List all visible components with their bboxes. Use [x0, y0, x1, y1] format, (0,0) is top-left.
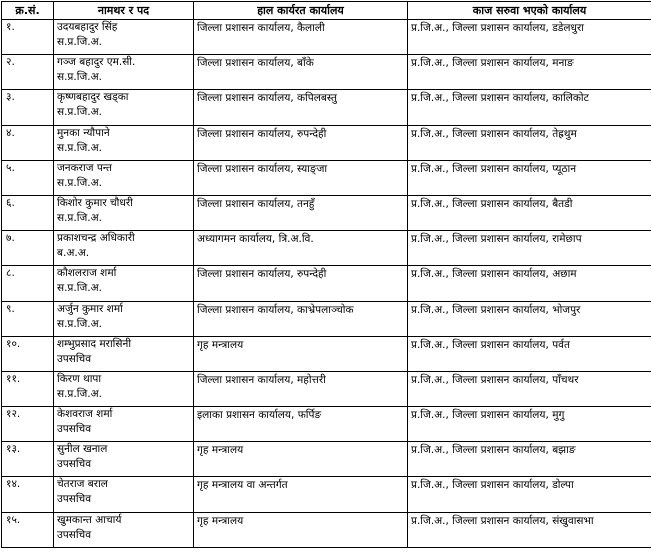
- table-row: [2, 125, 652, 160]
- name-cell: [54, 55, 194, 90]
- assigned-office: प्र.जि.अ., जिल्ला प्रशासन कार्यालय, मुगु: [408, 407, 652, 442]
- serial-number: १४.: [2, 477, 54, 512]
- officer-name: किशोर कुमार चौधरी: [57, 196, 133, 209]
- assigned-office: प्र.जि.अ., जिल्ला प्रशासन कार्यालय, अछाम: [408, 266, 652, 301]
- officer-name: अर्जुन कुमार शर्मा: [57, 302, 123, 315]
- name-cell: [54, 442, 194, 477]
- officer-designation: स.प्र.जि.अ.: [57, 317, 102, 330]
- officer-designation: उपसचिव: [57, 423, 92, 436]
- officer-name: गञ्ज बहादुर एम.सी.: [57, 56, 136, 69]
- table-body: [2, 20, 652, 548]
- name-cell: [54, 195, 194, 230]
- name-cell: [54, 336, 194, 371]
- assigned-office: प्र.जि.अ., जिल्ला प्रशासन कार्यालय, भोजपुर: [408, 301, 652, 336]
- table-row: [2, 301, 652, 336]
- serial-number: १५.: [2, 512, 54, 547]
- officer-name: कौशलराज शर्मा: [57, 267, 117, 280]
- name-cell: [54, 20, 194, 55]
- transfer-list-document: [1, 1, 651, 557]
- table-row: [2, 266, 652, 301]
- officer-designation: स.प्र.जि.अ.: [57, 282, 102, 295]
- assigned-office: प्र.जि.अ., जिल्ला प्रशासन कार्यालय, पाँचथर: [408, 371, 652, 406]
- table-row: [2, 195, 652, 230]
- table-row: [2, 407, 652, 442]
- serial-number: ३.: [2, 90, 54, 125]
- serial-number: १०.: [2, 336, 54, 371]
- name-cell: [54, 231, 194, 266]
- officer-name: शम्भुप्रसाद मरासिनी: [57, 337, 132, 350]
- table-row: [2, 477, 652, 512]
- table-row: [2, 231, 652, 266]
- officer-designation: स.प्र.जि.अ.: [57, 141, 102, 154]
- table-row: [2, 160, 652, 195]
- current-office: जिल्ला प्रशासन कार्यालय, कैलाली: [194, 20, 408, 55]
- current-office: गृह मन्त्रालय वा अन्तर्गत: [194, 477, 408, 512]
- serial-number: ५.: [2, 160, 54, 195]
- officer-name: जनकराज पन्त: [57, 161, 113, 174]
- assigned-office: प्र.जि.अ., जिल्ला प्रशासन कार्यालय, मनाङ: [408, 55, 652, 90]
- officer-name: किरण थापा: [57, 372, 102, 385]
- serial-number: १.: [2, 20, 54, 55]
- transfer-table: [1, 1, 651, 548]
- assigned-office: प्र.जि.अ., जिल्ला प्रशासन कार्यालय, रामेछाप: [408, 231, 652, 266]
- officer-name: खुमकान्त आचार्य: [57, 513, 122, 526]
- officer-designation: स.प्र.जि.अ.: [57, 387, 102, 400]
- serial-number: ८.: [2, 266, 54, 301]
- officer-designation: उपसचिव: [57, 493, 92, 506]
- name-cell: [54, 407, 194, 442]
- serial-number: ९.: [2, 301, 54, 336]
- assigned-office: प्र.जि.अ., जिल्ला प्रशासन कार्यालय, कालिकोट: [408, 90, 652, 125]
- serial-number: १२.: [2, 407, 54, 442]
- name-cell: [54, 477, 194, 512]
- current-office: गृह मन्त्रालय: [194, 336, 408, 371]
- name-cell: [54, 266, 194, 301]
- officer-name: उदयबहादुर सिंह: [57, 21, 118, 33]
- header-name-designation: नामथर र पद: [54, 2, 194, 20]
- table-row: [2, 512, 652, 547]
- assigned-office: प्र.जि.अ., जिल्ला प्रशासन कार्यालय, बझाङ: [408, 442, 652, 477]
- table-row: [2, 55, 652, 90]
- officer-designation: स.प्र.जि.अ.: [57, 176, 102, 189]
- name-cell: [54, 371, 194, 406]
- assigned-office: प्र.जि.अ., जिल्ला प्रशासन कार्यालय, डडेलधुरा: [408, 20, 652, 55]
- name-cell: [54, 90, 194, 125]
- current-office: जिल्ला प्रशासन कार्यालय, महोत्तरी: [194, 371, 408, 406]
- officer-designation: उपसचिव: [57, 458, 92, 471]
- assigned-office: प्र.जि.अ., जिल्ला प्रशासन कार्यालय, पर्वत: [408, 336, 652, 371]
- table-row: [2, 20, 652, 55]
- table-row: [2, 442, 652, 477]
- current-office: इलाका प्रशासन कार्यालय, फर्पिङ: [194, 407, 408, 442]
- current-office: अध्यागमन कार्यालय, त्रि.अ.वि.: [194, 231, 408, 266]
- officer-name: प्रकाशचन्द्र अधिकारी: [57, 232, 135, 245]
- officer-name: केशवराज शर्मा: [57, 408, 113, 421]
- serial-number: ११.: [2, 371, 54, 406]
- current-office: जिल्ला प्रशासन कार्यालय, रुपन्देही: [194, 266, 408, 301]
- assigned-office: प्र.जि.अ., जिल्ला प्रशासन कार्यालय, डोल्पा: [408, 477, 652, 512]
- name-cell: [54, 512, 194, 547]
- current-office: जिल्ला प्रशासन कार्यालय, काभ्रेपलाञ्चोक: [194, 301, 408, 336]
- current-office: जिल्ला प्रशासन कार्यालय, बाँके: [194, 55, 408, 90]
- table-header-row: [2, 2, 652, 20]
- officer-name: मुनका न्यौपाने: [57, 126, 110, 139]
- officer-designation: स.प्र.जि.अ.: [57, 36, 102, 48]
- officer-designation: स.प्र.जि.अ.: [57, 71, 102, 84]
- name-cell: [54, 160, 194, 195]
- serial-number: ७.: [2, 231, 54, 266]
- current-office: गृह मन्त्रालय: [194, 442, 408, 477]
- header-current-office: हाल कार्यरत कार्यालय: [194, 2, 408, 20]
- serial-number: १३.: [2, 442, 54, 477]
- table-row: [2, 336, 652, 371]
- assigned-office: प्र.जि.अ., जिल्ला प्रशासन कार्यालय, संखुवासभा: [408, 512, 652, 547]
- officer-name: कृष्णबहादुर खड्का: [57, 91, 129, 104]
- serial-number: ६.: [2, 195, 54, 230]
- assigned-office: प्र.जि.अ., जिल्ला प्रशासन कार्यालय, बैतडी: [408, 195, 652, 230]
- officer-designation: उपसचिव: [57, 528, 92, 541]
- officer-designation: स.प्र.जि.अ.: [57, 106, 102, 119]
- serial-number: २.: [2, 55, 54, 90]
- current-office: जिल्ला प्रशासन कार्यालय, रुपन्देही: [194, 125, 408, 160]
- header-assigned-office: काज सरुवा भएको कार्यालय: [408, 2, 652, 20]
- header-serial-number: क्र.सं.: [2, 2, 54, 20]
- table-row: [2, 90, 652, 125]
- officer-designation: स.प्र.जि.अ.: [57, 211, 102, 224]
- table-row: [2, 371, 652, 406]
- officer-designation: उपसचिव: [57, 352, 92, 365]
- serial-number: ४.: [2, 125, 54, 160]
- current-office: जिल्ला प्रशासन कार्यालय, तनहुँ: [194, 195, 408, 230]
- name-cell: [54, 301, 194, 336]
- assigned-office: प्र.जि.अ., जिल्ला प्रशासन कार्यालय, तेह्रथुम: [408, 125, 652, 160]
- current-office: जिल्ला प्रशासन कार्यालय, स्याङ्जा: [194, 160, 408, 195]
- name-cell: [54, 125, 194, 160]
- officer-name: चेतराज बराल: [57, 478, 108, 491]
- current-office: जिल्ला प्रशासन कार्यालय, कपिलबस्तु: [194, 90, 408, 125]
- current-office: गृह मन्त्रालय: [194, 512, 408, 547]
- assigned-office: प्र.जि.अ., जिल्ला प्रशासन कार्यालय, प्यूठान: [408, 160, 652, 195]
- officer-name: सुनील खनाल: [57, 443, 108, 456]
- officer-designation: ब.अ.अ.: [57, 247, 90, 260]
